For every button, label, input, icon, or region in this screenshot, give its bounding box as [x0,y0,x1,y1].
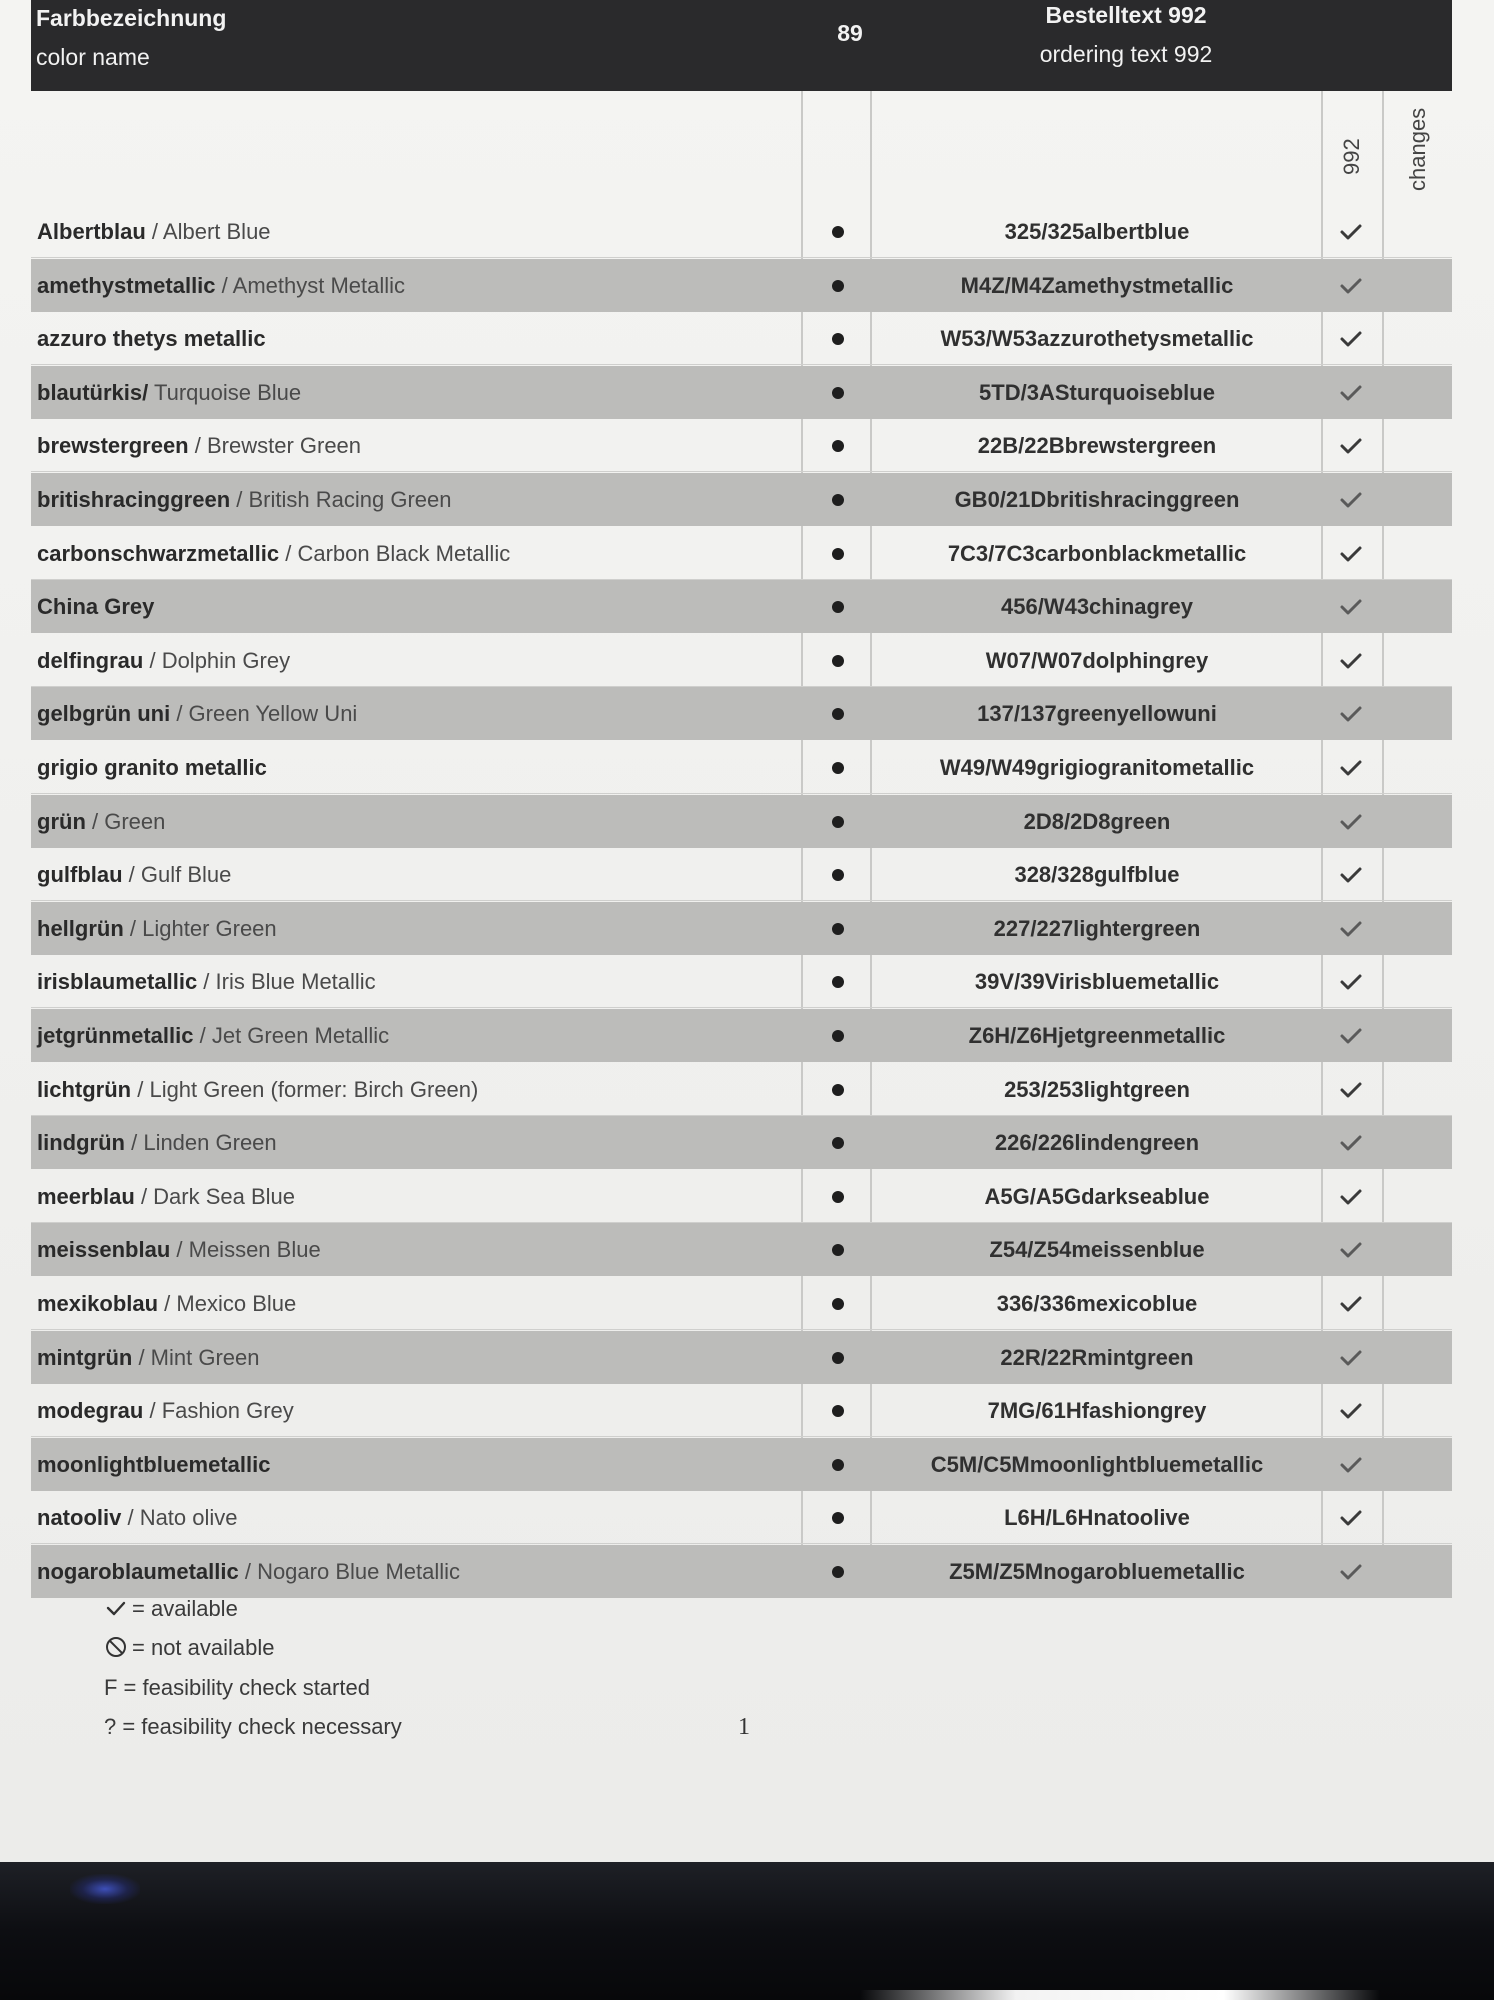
table-row [31,1384,1452,1437]
dot-icon [832,1512,844,1524]
color-name-separator: / [121,1505,140,1531]
check-icon [1337,1504,1365,1532]
ordering-text-cell: GB0/21Dbritishracinggreen [954,487,1240,512]
color-name-cell [37,955,376,1008]
color-name-cell [37,687,357,740]
ordering-text-cell: A5G/A5Gdarkseablue [984,1183,1210,1209]
header-992: 992 [1339,138,1364,175]
color-name-en: Light Green (former: Birch Green) [149,1076,479,1102]
color-name-de: lichtgrün [37,1076,132,1102]
check-icon [1337,861,1365,889]
ordering-text-cell: 253/253lightgreen [1004,1076,1190,1102]
header-ordering-text-de: Bestelltext 992 [1045,2,1207,28]
color-name-de: natooliv [37,1505,122,1531]
check-icon [1337,647,1365,675]
color-name-en: Amethyst Metallic [232,272,406,298]
header-89: 89 [837,20,863,46]
legend-feasibility-necessary: ? = feasibility check necessary [104,1714,402,1739]
ordering-text-cell: 325/325albertblue [1004,219,1190,244]
check-icon [1337,379,1365,407]
color-name-en: Carbon Black Metallic [297,540,511,566]
check-icon [1337,1558,1365,1586]
ordering-text-cell: 226/226lindengreen [994,1130,1200,1156]
table-row [31,848,1452,901]
color-name-de: meissenblau [37,1237,171,1263]
dot-icon [832,1084,844,1096]
color-name-en: Meissen Blue [188,1237,321,1263]
dot-icon [832,1030,844,1042]
dot-icon [832,333,844,345]
ordering-text-cell: M4Z/M4Zamethystmetallic [960,272,1234,298]
color-name-cell [37,634,290,687]
color-name-separator: / [85,808,105,834]
color-name-cell [37,1384,294,1437]
ordering-text-cell: W49/W49grigiogranitometallic [939,755,1255,780]
table-row [31,741,1452,794]
color-name-cell [37,312,266,365]
color-name-en: Brewster Green [206,433,362,459]
color-name-cell [37,848,231,901]
color-name-cell [37,205,271,258]
color-name-separator: / [197,969,216,995]
color-name-cell [37,366,301,419]
color-name-en: Turquoise Blue [153,379,302,405]
color-name-de: grün [37,808,86,834]
color-name-de: brewstergreen [37,433,189,459]
dot-icon [832,1137,844,1149]
color-name-separator: / [158,1291,177,1316]
color-name-de: irisblaumetallic [37,969,198,995]
table-row [31,1545,1452,1598]
check-icon [1337,1076,1365,1104]
ordering-text-cell: 22R/22Rmintgreen [1000,1344,1194,1370]
table-row [31,795,1452,848]
color-name-cell [37,527,510,580]
check-icon [1337,325,1365,353]
color-name-separator: / [134,1183,154,1209]
ordering-text-cell: C5M/C5Mmoonlightbluemetallic [930,1451,1264,1477]
color-name-en: Green [104,808,166,834]
dot-icon [832,1459,844,1471]
ordering-text-cell: 22B/22Bbrewstergreen [977,433,1217,459]
color-name-cell [37,419,361,472]
color-name-en: Mexico Blue [176,1291,297,1316]
check-icon [1337,915,1365,943]
color-name-de: jetgrünmetallic [37,1023,194,1048]
color-name-de: amethystmetallic [37,272,216,298]
color-name-de: modegrau [37,1398,144,1424]
check-icon [1337,1397,1365,1425]
color-name-cell [37,1491,238,1544]
dot-icon [832,869,844,881]
color-name-de: gelbgrün uni [37,701,171,727]
table-row [31,205,1452,258]
ordering-text-cell: Z6H/Z6Hjetgreenmetallic [968,1023,1226,1048]
color-name-separator: / [145,219,163,244]
color-name-en: Dolphin Grey [161,647,291,673]
bezel-reflection [70,1874,140,1904]
color-name-cell [37,1545,460,1598]
table-row [31,1170,1452,1223]
color-name-separator: / [170,701,189,727]
color-name-de: grigio granito metallic [37,755,267,780]
table-row [31,419,1452,472]
color-name-cell [37,1277,296,1330]
color-name-separator: / [122,862,141,888]
ordering-text-cell: 7C3/7C3carbonblackmetallic [947,540,1247,566]
color-name-de: mexikoblau [37,1291,159,1316]
table-row [31,1116,1452,1169]
table-row [31,527,1452,580]
header-color-name-de: Farbbezeichnung [36,5,227,31]
color-name-en: Fashion Grey [161,1398,294,1424]
dot-icon [832,976,844,988]
color-name-de: moonlightbluemetallic [37,1451,271,1477]
color-name-de: China Grey [37,594,155,620]
color-name-de: carbonschwarzmetallic [37,540,280,566]
ordering-text-cell: 7MG/61Hfashiongrey [987,1398,1207,1424]
table-row [31,259,1452,312]
color-name-de: Albertblau [37,219,146,244]
check-icon [1337,754,1365,782]
legend-available [104,1596,238,1622]
check-icon [1337,1451,1365,1479]
color-name-de: mintgrün [37,1344,133,1370]
ordering-text-cell: 227/227lightergreen [993,915,1201,941]
ordering-text-cell: W07/W07dolphingrey [985,647,1209,673]
color-name-separator: / [124,1130,144,1156]
table-row [31,1009,1452,1062]
dot-icon [832,280,844,292]
table-row [31,473,1452,526]
color-name-en: Nogaro Blue Metallic [257,1559,461,1584]
check-icon [104,1596,128,1620]
color-name-en: Mint Green [150,1344,260,1370]
color-name-en: British Racing Green [248,487,452,512]
table-row [31,580,1452,633]
legend-feasibility-started: F = feasibility check started [104,1675,370,1700]
color-name-de: gulfblau [37,862,123,888]
color-name-separator: / [188,433,207,459]
color-name-cell [37,1223,321,1276]
dot-icon [832,1244,844,1256]
check-icon [1337,540,1365,568]
dot-icon [832,1298,844,1310]
color-name-cell [37,1063,478,1116]
check-icon [1337,218,1365,246]
header-color-name-en: color name [36,44,150,70]
table-row [31,1331,1452,1384]
table-row [31,1223,1452,1276]
dot-icon [832,1566,844,1578]
color-name-cell [37,741,267,794]
color-name-de: delfingrau [37,647,144,673]
ordering-text-cell: 39V/39Virisbluemetallic [974,969,1220,995]
check-icon [1337,1236,1365,1264]
color-name-separator: / [143,1398,162,1424]
color-name-cell [37,259,405,312]
table-row [31,1491,1452,1544]
dot-icon [832,1405,844,1417]
color-name-cell [37,795,165,848]
ordering-text-cell: 336/336mexicoblue [996,1291,1198,1316]
color-name-cell [37,473,451,526]
check-icon [1337,1022,1365,1050]
legend-not-available-text: = not available [132,1635,275,1660]
legend-available-text: = available [132,1596,238,1621]
check-icon [1337,1344,1365,1372]
color-name-en: Dark Sea Blue [153,1183,296,1209]
dot-icon [832,816,844,828]
check-icon [1337,593,1365,621]
dot-icon [832,387,844,399]
dot-icon [832,1352,844,1364]
ordering-text-cell: Z5M/Z5Mnogarobluemetallic [949,1559,1245,1584]
dot-icon [832,1191,844,1203]
color-name-cell [37,580,154,633]
ordering-text-cell: 5TD/3ASturquoiseblue [979,379,1215,405]
check-icon [1337,1183,1365,1211]
color-name-cell [37,1116,277,1169]
color-name-en: Lighter Green [142,915,277,941]
bezel-highlight [860,1990,1380,2000]
color-name-separator: / [215,272,233,298]
dot-icon [832,494,844,506]
dot-icon [832,762,844,774]
dot-icon [832,226,844,238]
ordering-text-cell: Z54/Z54meissenblue [989,1237,1205,1263]
table-row [31,1063,1452,1116]
ordering-text-cell: 328/328gulfblue [1014,862,1180,888]
color-name-de: meerblau [37,1183,135,1209]
color-name-separator: / [279,540,298,566]
color-name-cell [37,1009,389,1062]
screen-bezel [0,1862,1494,2000]
color-name-separator: / [132,1344,151,1370]
color-name-separator: / [123,915,143,941]
dot-icon [832,923,844,935]
ordering-text-cell: W53/W53azzurothetysmetallic [940,326,1254,352]
check-icon [1337,486,1365,514]
color-name-en: Albert Blue [162,219,271,244]
color-name-separator: / [143,647,162,673]
table-row [31,634,1452,687]
page-number: 1 [738,1714,750,1740]
check-icon [1337,272,1365,300]
dot-icon [832,601,844,613]
color-name-separator: / [170,1237,189,1263]
legend-not-available [104,1635,275,1661]
color-name-en: Nato olive [139,1505,238,1531]
table-row [31,902,1452,955]
table-row [31,366,1452,419]
color-name-separator: / [131,1076,150,1102]
ordering-text-cell: 456/W43chinagrey [1001,594,1193,620]
table-row [31,687,1452,740]
dot-icon [832,655,844,667]
color-name-separator: / [238,1559,258,1584]
header-changes: changes [1405,107,1430,191]
color-name-en: Linden Green [143,1130,277,1156]
dot-icon [832,548,844,560]
check-icon [1337,1129,1365,1157]
color-name-de: blautürkis/ [37,379,149,405]
check-icon [1337,700,1365,728]
color-name-de: hellgrün [37,915,124,941]
check-icon [1337,808,1365,836]
check-icon [1337,432,1365,460]
color-name-de: nogaroblaumetallic [37,1559,239,1584]
check-icon [1337,1290,1365,1318]
color-name-en: Gulf Blue [140,862,232,888]
color-name-cell [37,902,277,955]
color-name-de: lindgrün [37,1130,125,1156]
table-row [31,955,1452,1008]
check-icon [1337,968,1365,996]
table-row [31,312,1452,365]
color-name-cell [37,1170,295,1223]
color-name-cell [37,1331,260,1384]
header-ordering-text-en: ordering text 992 [1039,41,1213,67]
color-name-separator: / [230,487,249,512]
table-row [31,1438,1452,1491]
color-name-de: britishracinggreen [37,487,231,512]
table-row [31,1277,1452,1330]
color-name-en: Iris Blue Metallic [215,969,376,995]
color-name-cell [37,1438,270,1491]
dot-icon [832,440,844,452]
table-header [31,0,1452,91]
color-name-separator: / [193,1023,212,1048]
ordering-text-cell: 137/137greenyellowuni [977,701,1217,727]
ordering-text-cell: 2D8/2D8green [1023,808,1171,834]
color-name-en: Jet Green Metallic [211,1023,390,1048]
dot-icon [832,708,844,720]
ordering-text-cell: L6H/L6Hnatoolive [1004,1505,1190,1531]
color-name-en: Green Yellow Uni [188,701,358,727]
prohibited-icon [104,1635,128,1659]
color-name-de: azzuro thetys metallic [37,326,266,352]
